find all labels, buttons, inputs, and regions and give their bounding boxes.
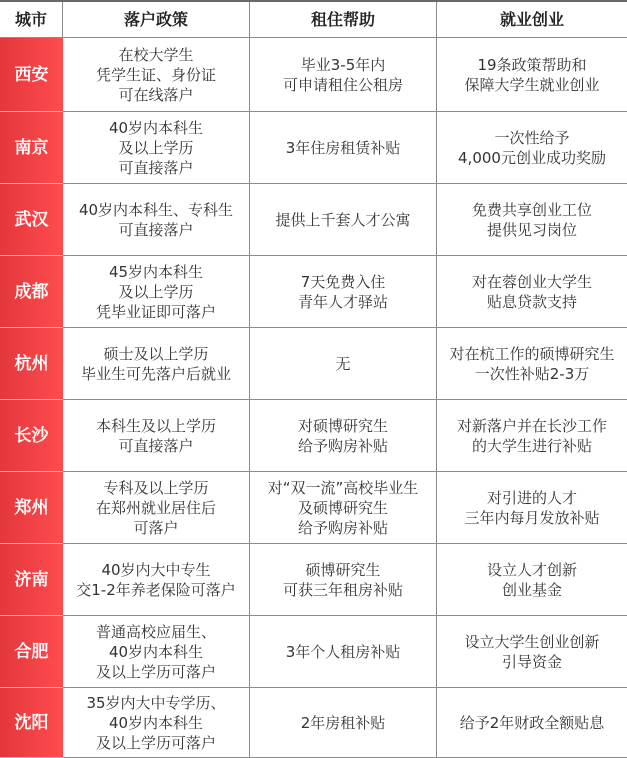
city-cell: 合肥: [0, 616, 63, 688]
employ-cell: 对引进的人才 三年内每月发放补贴: [437, 472, 627, 544]
city-cell: 济南: [0, 544, 63, 616]
employ-cell: 对在杭工作的硕博研究生 一次性补贴2-3万: [437, 328, 627, 400]
employ-cell: 免费共享创业工位 提供见习岗位: [437, 184, 627, 256]
settle-cell: 35岁内大中专学历、 40岁内本科生 及以上学历可落户: [63, 688, 250, 758]
settle-cell: 45岁内本科生 及以上学历 凭毕业证即可落户: [63, 256, 250, 328]
city-cell: 沈阳: [0, 688, 63, 758]
header-employment: 就业创业: [437, 2, 627, 38]
employ-cell: 对在蓉创业大学生 贴息贷款支持: [437, 256, 627, 328]
city-cell: 长沙: [0, 400, 63, 472]
settle-cell: 专科及以上学历 在郑州就业居住后 可落户: [63, 472, 250, 544]
header-settle-policy: 落户政策: [63, 2, 250, 38]
employ-cell: 19条政策帮助和 保障大学生就业创业: [437, 38, 627, 112]
city-cell: 西安: [0, 38, 63, 112]
city-cell: 成都: [0, 256, 63, 328]
header-housing-help: 租住帮助: [250, 2, 437, 38]
employ-cell: 给予2年财政全额贴息: [437, 688, 627, 758]
city-cell: 杭州: [0, 328, 63, 400]
settle-cell: 在校大学生 凭学生证、身份证 可在线落户: [63, 38, 250, 112]
housing-cell: 无: [250, 328, 437, 400]
settle-cell: 40岁内本科生、专科生 可直接落户: [63, 184, 250, 256]
housing-cell: 提供上千套人才公寓: [250, 184, 437, 256]
settle-cell: 普通高校应届生、 40岁内本科生 及以上学历可落户: [63, 616, 250, 688]
employ-cell: 一次性给予 4,000元创业成功奖励: [437, 112, 627, 184]
settle-cell: 本科生及以上学历 可直接落户: [63, 400, 250, 472]
settle-cell: 40岁内本科生 及以上学历 可直接落户: [63, 112, 250, 184]
header-city: 城市: [0, 2, 63, 38]
housing-cell: 3年住房租赁补贴: [250, 112, 437, 184]
city-cell: 郑州: [0, 472, 63, 544]
employ-cell: 设立人才创新 创业基金: [437, 544, 627, 616]
settle-cell: 硕士及以上学历 毕业生可先落户后就业: [63, 328, 250, 400]
housing-cell: 对“双一流”高校毕业生 及硕博研究生 给予购房补贴: [250, 472, 437, 544]
city-cell: 南京: [0, 112, 63, 184]
housing-cell: 毕业3-5年内 可申请租住公租房: [250, 38, 437, 112]
housing-cell: 7天免费入住 青年人才驿站: [250, 256, 437, 328]
housing-cell: 对硕博研究生 给予购房补贴: [250, 400, 437, 472]
employ-cell: 设立大学生创业创新 引导资金: [437, 616, 627, 688]
housing-cell: 硕博研究生 可获三年租房补贴: [250, 544, 437, 616]
settle-cell: 40岁内大中专生 交1-2年养老保险可落户: [63, 544, 250, 616]
housing-cell: 2年房租补贴: [250, 688, 437, 758]
employ-cell: 对新落户并在长沙工作 的大学生进行补贴: [437, 400, 627, 472]
city-cell: 武汉: [0, 184, 63, 256]
housing-cell: 3年个人租房补贴: [250, 616, 437, 688]
